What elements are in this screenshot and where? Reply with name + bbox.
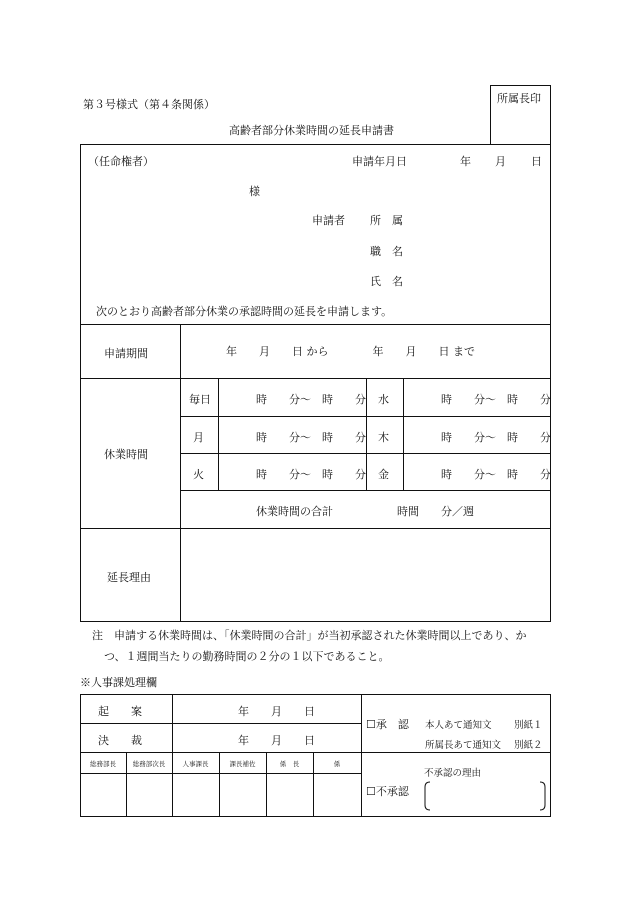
time-range: 時 分～ 時 分 <box>441 393 551 406</box>
stamp-column-deputy-director: 総務部次長 <box>132 760 166 768</box>
day-everyday: 毎日 <box>189 393 211 406</box>
total-leave-unit: 時間 分／週 <box>397 505 474 518</box>
attachment-2-label: 別紙２ <box>514 740 543 751</box>
application-period-label: 申請期間 <box>104 347 148 360</box>
day-friday: 金 <box>378 468 389 481</box>
name-label: 氏 名 <box>370 275 403 288</box>
time-range: 時 分～ 時 分 <box>441 431 551 444</box>
day-monday: 月 <box>193 431 204 444</box>
notice-self-label: 本人あて通知文 <box>425 720 492 731</box>
day-wednesday: 水 <box>378 393 389 406</box>
reason-bracket-icon <box>424 781 546 811</box>
divider-line <box>366 378 367 490</box>
seal-box <box>490 85 551 145</box>
divider-line <box>218 378 219 490</box>
stamp-column-section-head: 係 長 <box>279 760 300 768</box>
divider-line <box>80 528 551 529</box>
form-title: 高齢者部分休業時間の延長申請書 <box>229 124 394 137</box>
draft-date: 年 月 日 <box>238 705 315 718</box>
divider-line <box>80 378 551 379</box>
divider-line <box>80 324 551 325</box>
request-statement: 次のとおり高齢者部分休業の承認時間の延長を申請します。 <box>96 305 393 318</box>
affiliation-label: 所 属 <box>370 214 403 227</box>
appointer-label: （任命権者） <box>88 155 154 168</box>
stamp-column-assistant-chief: 課長補佐 <box>229 760 256 768</box>
day-thursday: 木 <box>378 431 389 444</box>
personnel-section-title: ※人事課処理欄 <box>80 676 157 689</box>
time-range: 時 分～ 時 分 <box>256 393 366 406</box>
attachment-1-label: 別紙１ <box>514 720 543 731</box>
divider-line <box>80 723 361 724</box>
addressee-suffix: 様 <box>249 185 260 198</box>
divider-line <box>80 752 551 753</box>
draft-label: 起 案 <box>98 705 142 718</box>
application-period-value: 年 月 日 から 年 月 日 まで <box>226 345 475 358</box>
note-line-1: 注 申請する休業時間は、「休業時間の合計」が当初承認された休業時間以上であり、か <box>92 629 527 642</box>
applicant-label: 申請者 <box>312 214 345 227</box>
approval-checkbox-label[interactable]: ☐承 認 <box>366 718 409 731</box>
decision-date: 年 月 日 <box>238 734 315 747</box>
note-line-2: つ、１週間当たりの勤務時間の２分の１以下であること。 <box>104 650 390 663</box>
time-range: 時 分～ 時 分 <box>441 468 551 481</box>
date-month: 月 <box>495 155 506 168</box>
disapproval-checkbox-label[interactable]: ☐不承認 <box>366 785 409 798</box>
extension-reason-label: 延長理由 <box>107 571 151 584</box>
divider-line <box>361 694 362 817</box>
decision-label: 決 裁 <box>98 734 142 747</box>
application-date-label: 申請年月日 <box>352 155 407 168</box>
divider-line <box>80 773 361 774</box>
divider-line <box>403 378 404 490</box>
total-leave-label: 休業時間の合計 <box>256 505 333 518</box>
notice-head-label: 所属長あて通知文 <box>425 740 502 751</box>
position-label: 職 名 <box>370 245 403 258</box>
seal-box-label: 所属長印 <box>497 92 541 105</box>
divider-line <box>180 490 551 491</box>
day-tuesday: 火 <box>193 468 204 481</box>
date-year: 年 <box>460 155 471 168</box>
date-day: 日 <box>531 155 542 168</box>
disapproval-reason-label: 不承認の理由 <box>424 768 482 779</box>
stamp-column-general-affairs-director: 総務部長 <box>90 760 116 768</box>
divider-line <box>180 324 181 622</box>
time-range: 時 分～ 時 分 <box>256 431 366 444</box>
stamp-column-staff: 係 <box>333 760 341 768</box>
time-range: 時 分～ 時 分 <box>256 468 366 481</box>
stamp-column-personnel-chief: 人事課長 <box>182 760 209 768</box>
form-number: 第３号様式（第４条関係） <box>83 98 215 111</box>
leave-time-label: 休業時間 <box>104 448 148 461</box>
